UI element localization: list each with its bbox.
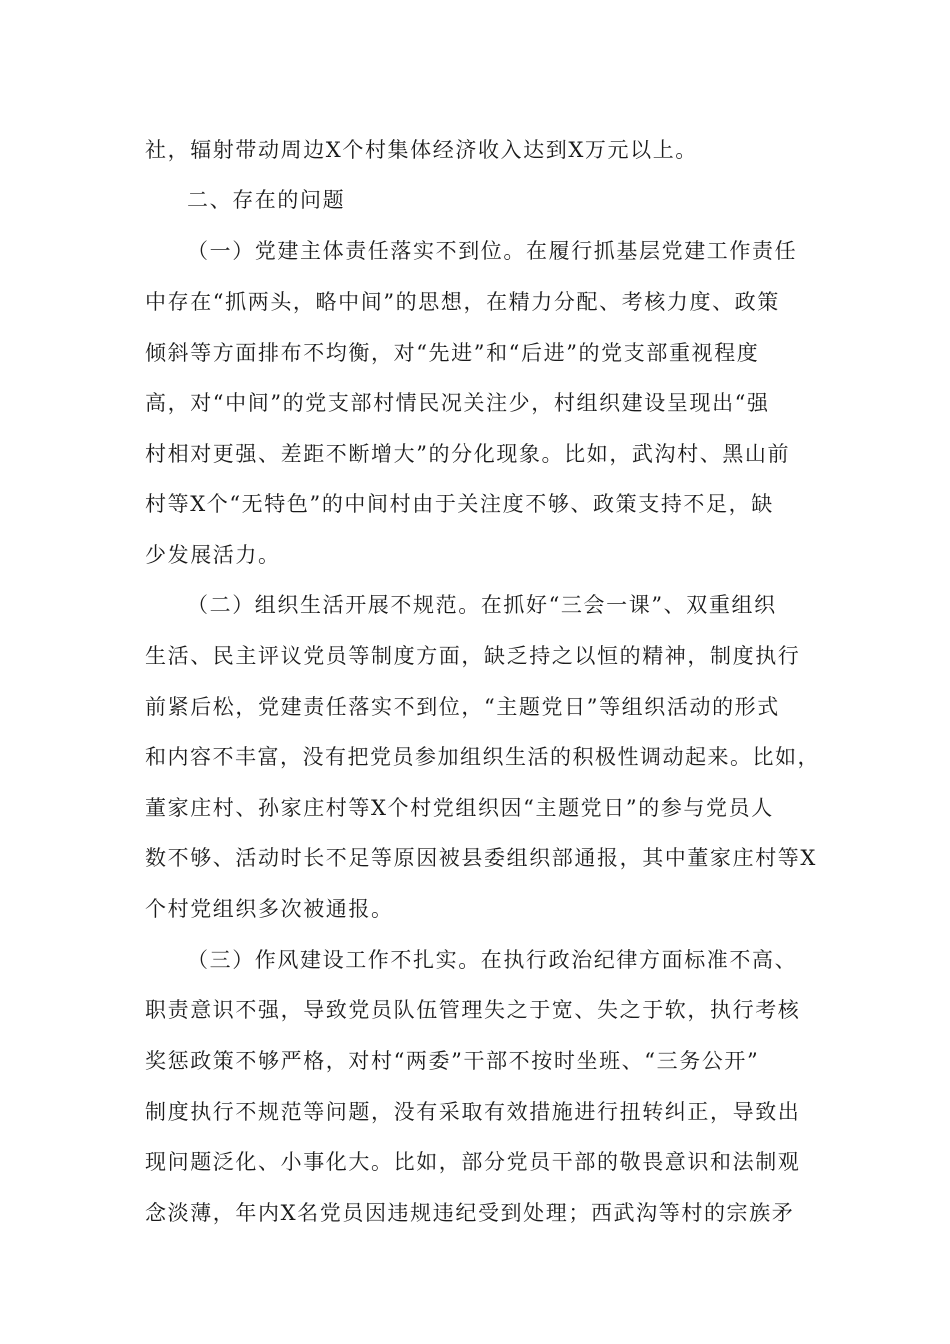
text-line-1: 社，辐射带动周边X个村集体经济收入达到X万元以上。 [145, 138, 698, 162]
text-line-3: （一）党建主体责任落实不到位。在履行抓基层党建工作责任 [187, 239, 798, 263]
text-line-13: 和内容不丰富，没有把党员参加组织生活的积极性调动起来。比如， [145, 745, 820, 769]
text-line-14: 董家庄村、孙家庄村等X个村党组织因“主题党日”的参与党员人 [145, 796, 774, 820]
text-line-5: 倾斜等方面排布不均衡，对“先进”和“后进”的党支部重视程度 [145, 341, 760, 365]
text-line-4: 中存在“抓两头，略中间”的思想，在精力分配、考核力度、政策 [145, 290, 780, 314]
text-line-8: 村等X个“无特色”的中间村由于关注度不够、政策支持不足，缺 [145, 492, 774, 516]
text-line-22: 念淡薄，年内X名党员因违规违纪受到处理；西武沟等村的宗族矛 [145, 1201, 795, 1225]
text-line-15: 数不够、活动时长不足等原因被县委组织部通报，其中董家庄村等X [145, 846, 817, 870]
section-heading-problems: 二、存在的问题 [187, 188, 346, 212]
text-line-16: 个村党组织多次被通报。 [145, 897, 394, 921]
text-line-6: 高，对“中间”的党支部村情民况关注少，村组织建设呈现出“强 [145, 391, 770, 415]
text-line-18: 职责意识不强，导致党员队伍管理失之于宽、失之于软，执行考核 [145, 998, 801, 1022]
text-line-17: （三）作风建设工作不扎实。在执行政治纪律方面标准不高、 [187, 948, 798, 972]
text-line-9: 少发展活力。 [145, 543, 281, 567]
text-line-10: （二）组织生活开展不规范。在抓好“三会一课”、双重组织 [187, 593, 777, 617]
text-line-19: 奖惩政策不够严格，对村“两委”干部不按时坐班、“三务公开” [145, 1049, 760, 1073]
text-line-20: 制度执行不规范等问题，没有采取有效措施进行扭转纠正，导致出 [145, 1100, 801, 1124]
text-line-11: 生活、民主评议党员等制度方面，缺乏持之以恒的精神，制度执行 [145, 644, 801, 668]
text-line-12: 前紧后松，党建责任落实不到位，“主题党日”等组织活动的形式 [145, 695, 780, 719]
text-line-21: 现问题泛化、小事化大。比如，部分党员干部的敬畏意识和法制观 [145, 1150, 801, 1174]
text-line-7: 村相对更强、差距不断增大”的分化现象。比如，武沟村、黑山前 [145, 442, 791, 466]
